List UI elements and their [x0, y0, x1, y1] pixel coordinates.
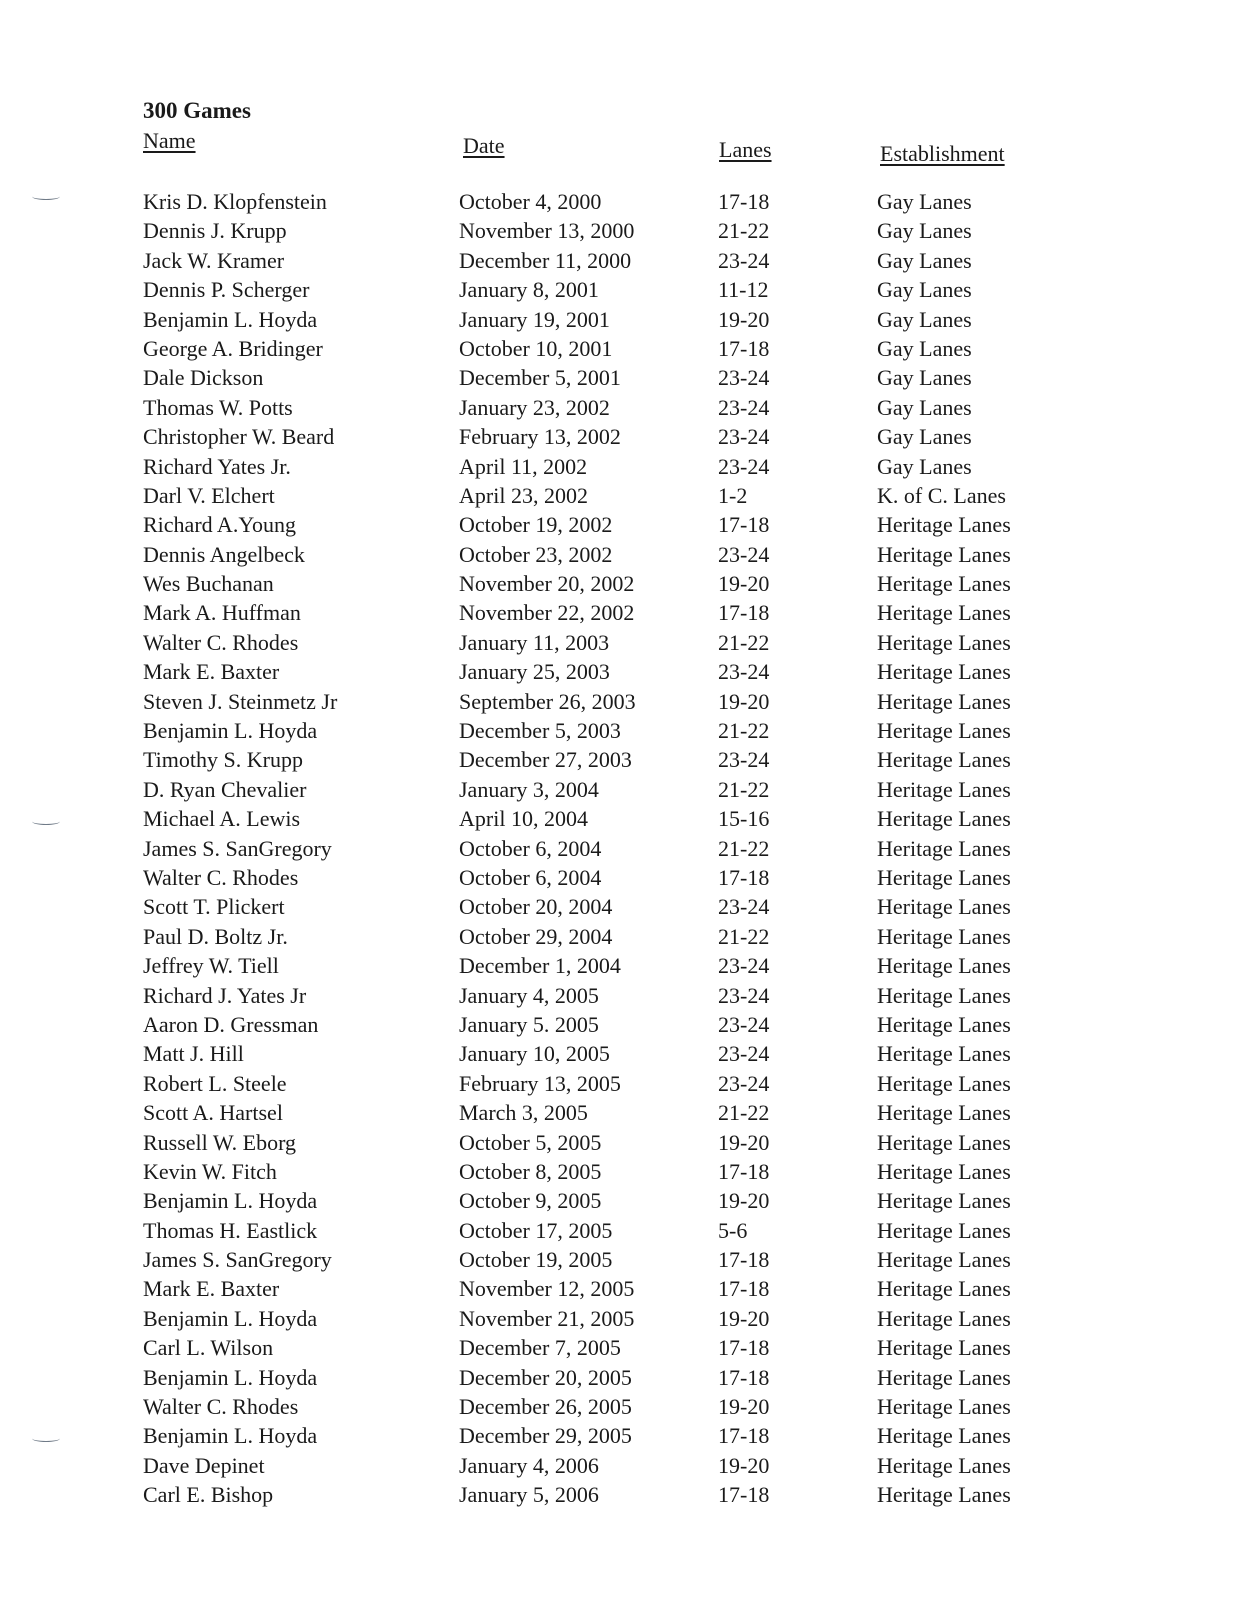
- row-name: Richard Yates Jr.: [143, 453, 291, 479]
- table-row: [0, 689, 1245, 718]
- row-date: September 26, 2003: [459, 688, 636, 714]
- row-lanes: 23-24: [718, 982, 770, 1008]
- table-row: [0, 1100, 1245, 1129]
- row-name: Mark A. Huffman: [143, 600, 301, 626]
- row-name: Thomas H. Eastlick: [143, 1217, 318, 1243]
- row-establishment: Gay Lanes: [877, 218, 972, 244]
- row-establishment: Heritage Lanes: [877, 718, 1011, 744]
- row-date: December 20, 2005: [459, 1364, 632, 1390]
- row-date: December 5, 2001: [459, 365, 621, 391]
- row-date: November 20, 2002: [459, 571, 635, 597]
- row-date: January 4, 2005: [459, 982, 599, 1008]
- row-establishment: Heritage Lanes: [877, 1217, 1011, 1243]
- row-name: Dennis P. Scherger: [143, 277, 310, 303]
- column-header-lanes: Lanes: [719, 137, 772, 162]
- row-date: January 5. 2005: [459, 1011, 599, 1037]
- table-row: [0, 777, 1245, 806]
- row-date: December 5, 2003: [459, 718, 621, 744]
- row-lanes: 19-20: [718, 306, 770, 332]
- row-date: January 23, 2002: [459, 394, 610, 420]
- table-row: [0, 1335, 1245, 1364]
- row-establishment: Heritage Lanes: [877, 864, 1011, 890]
- column-header-name: Name: [143, 128, 196, 153]
- table-row: [0, 307, 1245, 336]
- row-name: Darl V. Elchert: [143, 482, 275, 508]
- row-establishment: Heritage Lanes: [877, 1276, 1011, 1302]
- row-establishment: Gay Lanes: [877, 424, 972, 450]
- row-name: Carl L. Wilson: [143, 1335, 274, 1361]
- row-lanes: 17-18: [718, 600, 770, 626]
- row-name: George A. Bridinger: [143, 335, 323, 361]
- row-name: Benjamin L. Hoyda: [143, 306, 318, 332]
- row-lanes: 17-18: [718, 1247, 770, 1273]
- table-row: [0, 1130, 1245, 1159]
- table-row: [0, 571, 1245, 600]
- row-name: Benjamin L. Hoyda: [143, 1423, 318, 1449]
- table-row: [0, 483, 1245, 512]
- row-date: December 29, 2005: [459, 1423, 632, 1449]
- row-lanes: 5-6: [718, 1217, 748, 1243]
- row-establishment: Heritage Lanes: [877, 1305, 1011, 1331]
- row-lanes: 23-24: [718, 247, 770, 273]
- row-establishment: Heritage Lanes: [877, 541, 1011, 567]
- table-row: [0, 1247, 1245, 1276]
- row-date: January 4, 2006: [459, 1452, 599, 1478]
- row-name: James S. SanGregory: [143, 835, 332, 861]
- table-row: [0, 865, 1245, 894]
- row-name: Timothy S. Krupp: [143, 747, 303, 773]
- table-row: [0, 512, 1245, 541]
- row-date: October 6, 2004: [459, 835, 602, 861]
- table-row: [0, 630, 1245, 659]
- row-lanes: 19-20: [718, 688, 770, 714]
- row-lanes: 23-24: [718, 659, 770, 685]
- table-row: [0, 542, 1245, 571]
- row-name: Walter C. Rhodes: [143, 629, 299, 655]
- table-row: [0, 747, 1245, 776]
- table-row: [0, 836, 1245, 865]
- row-name: Benjamin L. Hoyda: [143, 718, 318, 744]
- row-establishment: Gay Lanes: [877, 277, 972, 303]
- table-row: [0, 1394, 1245, 1423]
- row-lanes: 17-18: [718, 1364, 770, 1390]
- row-date: October 10, 2001: [459, 335, 613, 361]
- row-name: Dennis J. Krupp: [143, 218, 287, 244]
- row-name: Wes Buchanan: [143, 571, 274, 597]
- row-establishment: Heritage Lanes: [877, 1129, 1011, 1155]
- row-date: February 13, 2002: [459, 424, 621, 450]
- row-lanes: 17-18: [718, 189, 770, 214]
- row-lanes: 23-24: [718, 365, 770, 391]
- table-row: [0, 600, 1245, 629]
- row-date: April 23, 2002: [459, 482, 588, 508]
- row-establishment: Heritage Lanes: [877, 688, 1011, 714]
- row-lanes: 17-18: [718, 1276, 770, 1302]
- row-name: Scott A. Hartsel: [143, 1100, 283, 1126]
- column-header-date: Date: [463, 133, 505, 158]
- row-date: March 3, 2005: [459, 1100, 588, 1126]
- row-name: Jeffrey W. Tiell: [143, 953, 279, 979]
- row-date: October 4, 2000: [459, 189, 602, 214]
- row-name: Carl E. Bishop: [143, 1482, 274, 1508]
- row-date: November 21, 2005: [459, 1305, 635, 1331]
- row-establishment: Heritage Lanes: [877, 1188, 1011, 1214]
- row-establishment: Heritage Lanes: [877, 776, 1011, 802]
- page-title: 300 Games: [143, 98, 251, 123]
- row-establishment: Heritage Lanes: [877, 1247, 1011, 1273]
- row-name: Michael A. Lewis: [143, 806, 301, 832]
- row-name: Walter C. Rhodes: [143, 864, 299, 890]
- table-row: [0, 924, 1245, 953]
- row-name: Kris D. Klopfenstein: [143, 189, 327, 214]
- row-name: Richard J. Yates Jr: [143, 982, 307, 1008]
- table-row: [0, 1482, 1245, 1511]
- row-name: Dale Dickson: [143, 365, 264, 391]
- row-establishment: Heritage Lanes: [877, 571, 1011, 597]
- row-establishment: Heritage Lanes: [877, 600, 1011, 626]
- row-date: December 26, 2005: [459, 1394, 632, 1420]
- row-establishment: Heritage Lanes: [877, 512, 1011, 538]
- row-establishment: Heritage Lanes: [877, 1452, 1011, 1478]
- row-establishment: Heritage Lanes: [877, 747, 1011, 773]
- table-row: [0, 659, 1245, 688]
- row-name: Kevin W. Fitch: [143, 1158, 277, 1184]
- row-lanes: 23-24: [718, 953, 770, 979]
- row-establishment: Heritage Lanes: [877, 953, 1011, 979]
- row-date: October 5, 2005: [459, 1129, 602, 1155]
- table-row: [0, 1071, 1245, 1100]
- table-row: [0, 248, 1245, 277]
- row-establishment: Gay Lanes: [877, 365, 972, 391]
- table-row: [0, 894, 1245, 923]
- row-establishment: Heritage Lanes: [877, 1482, 1011, 1508]
- row-date: October 8, 2005: [459, 1158, 602, 1184]
- row-lanes: 17-18: [718, 512, 770, 538]
- row-establishment: Heritage Lanes: [877, 1364, 1011, 1390]
- row-lanes: 21-22: [718, 1100, 770, 1126]
- row-establishment: Heritage Lanes: [877, 894, 1011, 920]
- row-establishment: Heritage Lanes: [877, 1041, 1011, 1067]
- row-lanes: 19-20: [718, 1394, 770, 1420]
- row-date: December 7, 2005: [459, 1335, 621, 1361]
- row-lanes: 23-24: [718, 424, 770, 450]
- row-establishment: Heritage Lanes: [877, 1423, 1011, 1449]
- row-establishment: Gay Lanes: [877, 335, 972, 361]
- row-name: Matt J. Hill: [143, 1041, 244, 1067]
- table-row: [0, 1012, 1245, 1041]
- row-date: December 11, 2000: [459, 247, 632, 273]
- row-lanes: 17-18: [718, 864, 770, 890]
- row-establishment: Heritage Lanes: [877, 1070, 1011, 1096]
- row-name: Christopher W. Beard: [143, 424, 335, 450]
- games-table: [0, 189, 1245, 1512]
- table-row: [0, 1159, 1245, 1188]
- row-name: Benjamin L. Hoyda: [143, 1305, 318, 1331]
- row-lanes: 23-24: [718, 1070, 770, 1096]
- row-lanes: 17-18: [718, 1335, 770, 1361]
- row-name: Benjamin L. Hoyda: [143, 1188, 318, 1214]
- row-lanes: 21-22: [718, 629, 770, 655]
- row-date: April 11, 2002: [459, 453, 588, 479]
- row-lanes: 21-22: [718, 835, 770, 861]
- row-lanes: 17-18: [718, 335, 770, 361]
- row-date: October 20, 2004: [459, 894, 613, 920]
- row-name: Mark E. Baxter: [143, 659, 280, 685]
- table-row: [0, 806, 1245, 835]
- row-lanes: 23-24: [718, 453, 770, 479]
- table-row: [0, 395, 1245, 424]
- row-name: Aaron D. Gressman: [143, 1011, 319, 1037]
- row-establishment: Heritage Lanes: [877, 806, 1011, 832]
- row-establishment: K. of C. Lanes: [877, 482, 1006, 508]
- row-name: D. Ryan Chevalier: [143, 776, 307, 802]
- table-row: [0, 1365, 1245, 1394]
- row-lanes: 17-18: [718, 1423, 770, 1449]
- table-row: [0, 1218, 1245, 1247]
- row-name: Thomas W. Potts: [143, 394, 293, 420]
- row-lanes: 23-24: [718, 541, 770, 567]
- row-date: January 25, 2003: [459, 659, 610, 685]
- table-row: [0, 1453, 1245, 1482]
- row-date: October 19, 2002: [459, 512, 613, 538]
- row-date: December 27, 2003: [459, 747, 632, 773]
- row-date: February 13, 2005: [459, 1070, 621, 1096]
- row-lanes: 23-24: [718, 1011, 770, 1037]
- row-name: Dave Depinet: [143, 1452, 265, 1478]
- row-name: Jack W. Kramer: [143, 247, 285, 273]
- table-row: [0, 336, 1245, 365]
- row-establishment: Heritage Lanes: [877, 1158, 1011, 1184]
- row-lanes: 23-24: [718, 747, 770, 773]
- row-name: Walter C. Rhodes: [143, 1394, 299, 1420]
- table-row: [0, 1188, 1245, 1217]
- row-establishment: Gay Lanes: [877, 306, 972, 332]
- row-date: January 19, 2001: [459, 306, 610, 332]
- table-row: [0, 454, 1245, 483]
- row-lanes: 17-18: [718, 1482, 770, 1508]
- table-row: [0, 718, 1245, 747]
- row-lanes: 19-20: [718, 1188, 770, 1214]
- table-row: [0, 1041, 1245, 1070]
- row-lanes: 23-24: [718, 1041, 770, 1067]
- row-date: October 19, 2005: [459, 1247, 613, 1273]
- row-establishment: Gay Lanes: [877, 247, 972, 273]
- row-date: November 22, 2002: [459, 600, 635, 626]
- row-lanes: 21-22: [718, 776, 770, 802]
- table-row: [0, 424, 1245, 453]
- row-establishment: Heritage Lanes: [877, 629, 1011, 655]
- row-name: Steven J. Steinmetz Jr: [143, 688, 338, 714]
- row-date: April 10, 2004: [459, 806, 588, 832]
- row-date: October 6, 2004: [459, 864, 602, 890]
- row-lanes: 11-12: [718, 277, 769, 303]
- table-row: [0, 189, 1245, 218]
- column-header-establishment: Establishment: [880, 141, 1005, 166]
- row-name: Scott T. Plickert: [143, 894, 285, 920]
- row-establishment: Heritage Lanes: [877, 923, 1011, 949]
- row-date: November 13, 2000: [459, 218, 635, 244]
- table-row: [0, 1276, 1245, 1305]
- row-lanes: 21-22: [718, 923, 770, 949]
- row-name: Paul D. Boltz Jr.: [143, 923, 288, 949]
- table-row: [0, 218, 1245, 247]
- row-lanes: 19-20: [718, 1129, 770, 1155]
- row-name: Benjamin L. Hoyda: [143, 1364, 318, 1390]
- row-establishment: Heritage Lanes: [877, 1394, 1011, 1420]
- row-date: January 5, 2006: [459, 1482, 599, 1508]
- row-establishment: Heritage Lanes: [877, 1335, 1011, 1361]
- row-date: January 10, 2005: [459, 1041, 610, 1067]
- row-date: October 9, 2005: [459, 1188, 602, 1214]
- row-lanes: 21-22: [718, 718, 770, 744]
- row-name: Dennis Angelbeck: [143, 541, 305, 567]
- row-establishment: Heritage Lanes: [877, 1100, 1011, 1126]
- row-lanes: 1-2: [718, 482, 748, 508]
- table-row: [0, 277, 1245, 306]
- table-row: [0, 953, 1245, 982]
- row-establishment: Heritage Lanes: [877, 659, 1011, 685]
- table-row: [0, 1306, 1245, 1335]
- row-date: October 29, 2004: [459, 923, 613, 949]
- row-date: December 1, 2004: [459, 953, 621, 979]
- row-lanes: 21-22: [718, 218, 770, 244]
- row-date: January 11, 2003: [459, 629, 610, 655]
- row-date: January 3, 2004: [459, 776, 599, 802]
- row-name: Mark E. Baxter: [143, 1276, 280, 1302]
- row-name: Richard A.Young: [143, 512, 297, 538]
- row-date: January 8, 2001: [459, 277, 599, 303]
- row-date: November 12, 2005: [459, 1276, 635, 1302]
- row-establishment: Heritage Lanes: [877, 982, 1011, 1008]
- row-date: October 23, 2002: [459, 541, 613, 567]
- row-establishment: Gay Lanes: [877, 394, 972, 420]
- row-lanes: 17-18: [718, 1158, 770, 1184]
- row-date: October 17, 2005: [459, 1217, 613, 1243]
- row-establishment: Heritage Lanes: [877, 835, 1011, 861]
- row-establishment: Heritage Lanes: [877, 1011, 1011, 1037]
- row-name: James S. SanGregory: [143, 1247, 332, 1273]
- row-lanes: 19-20: [718, 571, 770, 597]
- table-row: [0, 1423, 1245, 1452]
- row-lanes: 15-16: [718, 806, 770, 832]
- row-lanes: 23-24: [718, 894, 770, 920]
- table-row: [0, 983, 1245, 1012]
- row-lanes: 19-20: [718, 1305, 770, 1331]
- row-name: Robert L. Steele: [143, 1070, 287, 1096]
- row-name: Russell W. Eborg: [143, 1129, 297, 1155]
- row-establishment: Gay Lanes: [877, 189, 972, 214]
- row-lanes: 19-20: [718, 1452, 770, 1478]
- row-lanes: 23-24: [718, 394, 770, 420]
- row-establishment: Gay Lanes: [877, 453, 972, 479]
- table-row: [0, 365, 1245, 394]
